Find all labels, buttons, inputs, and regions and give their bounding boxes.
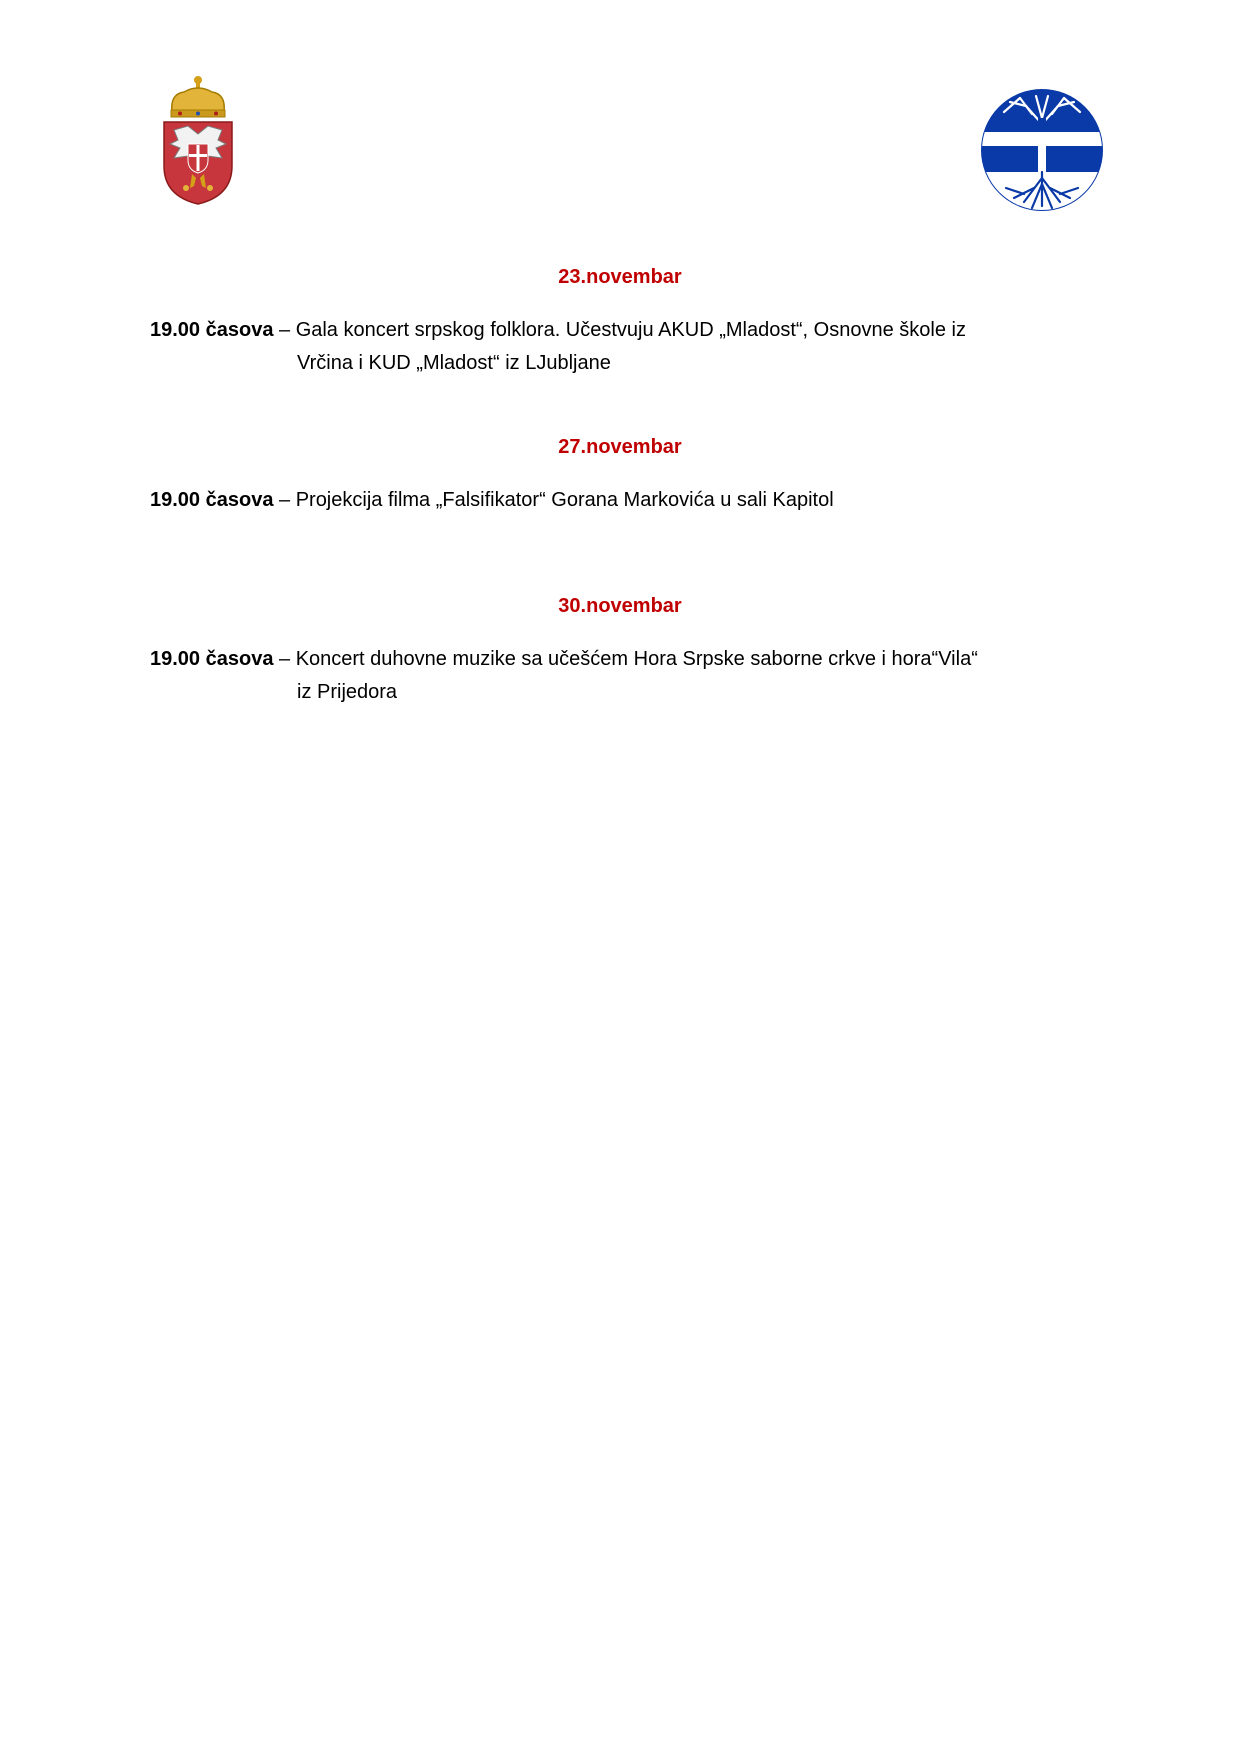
- event-line-30: [150, 643, 1030, 676]
- event-separator: –: [279, 319, 296, 341]
- event-date-30: 30.novembar: [558, 595, 682, 617]
- event-time: 19.00 časova: [150, 648, 274, 670]
- event-description-continuation: Vrčina i KUD „Mladost“ iz LJubljane: [297, 352, 611, 374]
- event-description-continuation: iz Prijedora: [297, 681, 398, 703]
- tree-roots-emblem-icon: [980, 88, 1104, 212]
- event-time: 19.00 časova: [150, 319, 274, 341]
- event-description: Koncert duhovne muzike sa učešćem Hora Srpske saborne crkve i hora“Vila“: [295, 648, 978, 670]
- event-line-23: [150, 314, 1030, 347]
- event-description: Projekcija filma „Falsifikator“ Gorana Markovića u sali Kapitol: [295, 489, 834, 511]
- event-time: 19.00 časova: [150, 489, 274, 511]
- serbian-coat-of-arms-icon: [160, 74, 236, 206]
- event-date-27: 27.novembar: [558, 436, 682, 458]
- event-line-27: [150, 484, 1030, 517]
- event-separator: –: [279, 489, 296, 511]
- event-separator: –: [279, 648, 296, 670]
- event-description: Gala koncert srpskog folklora. Učestvuju AKUD „Mladost“, Osnovne škole iz: [295, 319, 966, 341]
- event-date-23: 23.novembar: [558, 266, 682, 288]
